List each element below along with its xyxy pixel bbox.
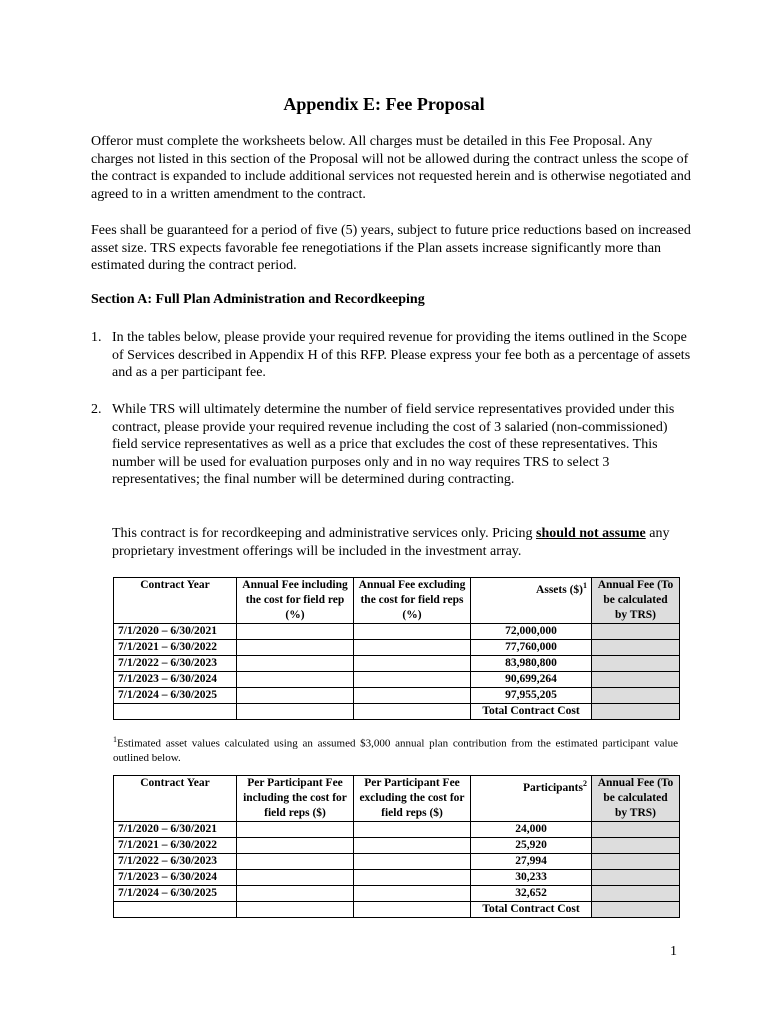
trs-calculated-cell <box>592 886 680 902</box>
trs-calculated-cell <box>592 672 680 688</box>
table-total-row <box>114 704 680 720</box>
contract-year-cell: 7/1/2023 – 6/30/2024 <box>114 672 237 688</box>
empty-cell <box>354 704 471 720</box>
empty-cell <box>114 902 237 918</box>
column-header-contract-year: Contract Year <box>114 578 237 624</box>
fees-guarantee-paragraph <box>91 222 691 275</box>
per-participant-including-input-cell[interactable] <box>237 854 354 870</box>
assets-cell: 77,760,000 <box>471 640 592 656</box>
participants-cell: 25,920 <box>471 838 592 854</box>
fee-including-input-cell[interactable] <box>237 688 354 704</box>
fee-excluding-input-cell[interactable] <box>354 688 471 704</box>
per-participant-including-input-cell[interactable] <box>237 886 354 902</box>
contract-year-cell: 7/1/2021 – 6/30/2022 <box>114 838 237 854</box>
intro-text: Offeror must complete the worksheets below. All charges must be detailed in this Fee Proposal. Any charges not listed in this section of the Proposal will not be allowed during the contract unless the scope of the contract is expanded to include additional services not requested herein and is otherwise negotiated and agreed to in a written amendment to the contract. <box>91 134 691 202</box>
participants-header-label: Participants <box>522 781 583 794</box>
per-participant-excluding-input-cell[interactable] <box>354 870 471 886</box>
fee-excluding-input-cell[interactable] <box>354 656 471 672</box>
trs-calculated-cell <box>592 656 680 672</box>
contract-year-cell: 7/1/2024 – 6/30/2025 <box>114 688 237 704</box>
contract-year-cell: 7/1/2024 – 6/30/2025 <box>114 886 237 902</box>
empty-cell <box>237 902 354 918</box>
column-header-assets <box>471 578 592 624</box>
asset-fee-table <box>113 577 680 720</box>
per-participant-excluding-input-cell[interactable] <box>354 854 471 870</box>
intro-paragraph <box>91 133 691 203</box>
contract-year-cell: 7/1/2022 – 6/30/2023 <box>114 854 237 870</box>
pricing-note-emphasis: should not assume <box>536 526 646 541</box>
total-contract-cost-label: Total Contract Cost <box>471 902 592 918</box>
page-title: Appendix E: Fee Proposal <box>283 94 485 114</box>
table-row <box>114 838 680 854</box>
total-contract-cost-label: Total Contract Cost <box>471 704 592 720</box>
list-item-number: 1. <box>91 330 102 345</box>
footnote-marker: 1 <box>113 735 117 744</box>
per-participant-excluding-input-cell[interactable] <box>354 886 471 902</box>
list-item-text: In the tables below, please provide your required revenue for providing the items outlined in the Scope of Services described in Appendix H of this RFP. Please express your fee both as a percentage of assets and as a per participant fee. <box>112 330 691 381</box>
per-participant-excluding-input-cell[interactable] <box>354 838 471 854</box>
pricing-note-paragraph <box>91 525 691 560</box>
fee-including-input-cell[interactable] <box>237 656 354 672</box>
empty-cell <box>237 704 354 720</box>
column-header-fee-excluding: Annual Fee excluding the cost for field reps (%) <box>354 578 471 624</box>
total-contract-cost-cell <box>592 902 680 918</box>
column-header-annual-fee-trs: Annual Fee (To be calculated by TRS) <box>592 776 680 822</box>
contract-year-cell: 7/1/2022 – 6/30/2023 <box>114 656 237 672</box>
section-a-heading: Section A: Full Plan Administration and Recordkeeping <box>91 292 425 307</box>
column-header-participants <box>471 776 592 822</box>
per-participant-including-input-cell[interactable] <box>237 870 354 886</box>
table-row <box>114 822 680 838</box>
list-item-text: While TRS will ultimately determine the number of field service representatives provided under this contract, please provide your required revenue including the cost of 3 salaried (non-commissioned) field service representatives as well as a price that excludes the cost of these representatives. This number will be used for evaluation purposes only and in no way requires TRS to select 3 representatives; the final number will be determined during contracting. <box>112 402 675 488</box>
page-number: 1 <box>670 944 677 959</box>
column-header-fee-including: Annual Fee including the cost for field rep (%) <box>237 578 354 624</box>
trs-calculated-cell <box>592 870 680 886</box>
table-row <box>114 656 680 672</box>
table-row <box>114 854 680 870</box>
column-header-per-participant-including: Per Participant Fee including the cost for field reps ($) <box>237 776 354 822</box>
trs-calculated-cell <box>592 624 680 640</box>
empty-cell <box>354 902 471 918</box>
fee-excluding-input-cell[interactable] <box>354 672 471 688</box>
participants-cell: 32,652 <box>471 886 592 902</box>
trs-calculated-cell <box>592 688 680 704</box>
empty-cell <box>114 704 237 720</box>
fees-guarantee-text: Fees shall be guaranteed for a period of five (5) years, subject to future price reductions based on increased asset size. TRS expects favorable fee renegotiations if the Plan assets increase significantly more than estimated during the contract period. <box>91 223 691 274</box>
fee-excluding-input-cell[interactable] <box>354 640 471 656</box>
table-header-row <box>114 578 680 624</box>
footnote-marker: 2 <box>583 779 587 788</box>
contract-year-cell: 7/1/2020 – 6/30/2021 <box>114 624 237 640</box>
table-total-row <box>114 902 680 918</box>
pricing-note-text-before: This contract is for recordkeeping and administrative services only. Pricing <box>112 526 537 541</box>
participant-fee-table <box>113 775 680 918</box>
participants-cell: 27,994 <box>471 854 592 870</box>
trs-calculated-cell <box>592 640 680 656</box>
fee-including-input-cell[interactable] <box>237 672 354 688</box>
table-row <box>114 688 680 704</box>
fee-excluding-input-cell[interactable] <box>354 624 471 640</box>
table-row <box>114 672 680 688</box>
list-item-2 <box>91 401 691 489</box>
table-row <box>114 624 680 640</box>
total-contract-cost-cell <box>592 704 680 720</box>
assets-header-label: Assets ($) <box>536 583 583 596</box>
contract-year-cell: 7/1/2023 – 6/30/2024 <box>114 870 237 886</box>
footnote-text: Estimated asset values calculated using an assumed $3,000 annual plan contribution from the estimated participant value outlined below. <box>113 737 678 764</box>
participants-cell: 24,000 <box>471 822 592 838</box>
assets-cell: 83,980,800 <box>471 656 592 672</box>
pricing-note-text-after: any proprietary investment offerings will be included in the investment array. <box>112 526 670 559</box>
column-header-annual-fee-trs: Annual Fee (To be calculated by TRS) <box>592 578 680 624</box>
fee-including-input-cell[interactable] <box>237 624 354 640</box>
trs-calculated-cell <box>592 822 680 838</box>
list-item-1 <box>91 329 691 382</box>
per-participant-including-input-cell[interactable] <box>237 838 354 854</box>
footnote-marker: 1 <box>583 581 587 590</box>
list-item-number: 2. <box>91 402 102 417</box>
table-row <box>114 886 680 902</box>
trs-calculated-cell <box>592 854 680 870</box>
assets-cell: 97,955,205 <box>471 688 592 704</box>
assets-cell: 72,000,000 <box>471 624 592 640</box>
column-header-per-participant-excluding: Per Participant Fee excluding the cost for field reps ($) <box>354 776 471 822</box>
contract-year-cell: 7/1/2021 – 6/30/2022 <box>114 640 237 656</box>
contract-year-cell: 7/1/2020 – 6/30/2021 <box>114 822 237 838</box>
assets-cell: 90,699,264 <box>471 672 592 688</box>
table-row <box>114 640 680 656</box>
per-participant-including-input-cell[interactable] <box>237 822 354 838</box>
trs-calculated-cell <box>592 838 680 854</box>
asset-footnote <box>113 733 678 765</box>
column-header-contract-year: Contract Year <box>114 776 237 822</box>
fee-including-input-cell[interactable] <box>237 640 354 656</box>
table-header-row <box>114 776 680 822</box>
per-participant-excluding-input-cell[interactable] <box>354 822 471 838</box>
table-row <box>114 870 680 886</box>
participants-cell: 30,233 <box>471 870 592 886</box>
